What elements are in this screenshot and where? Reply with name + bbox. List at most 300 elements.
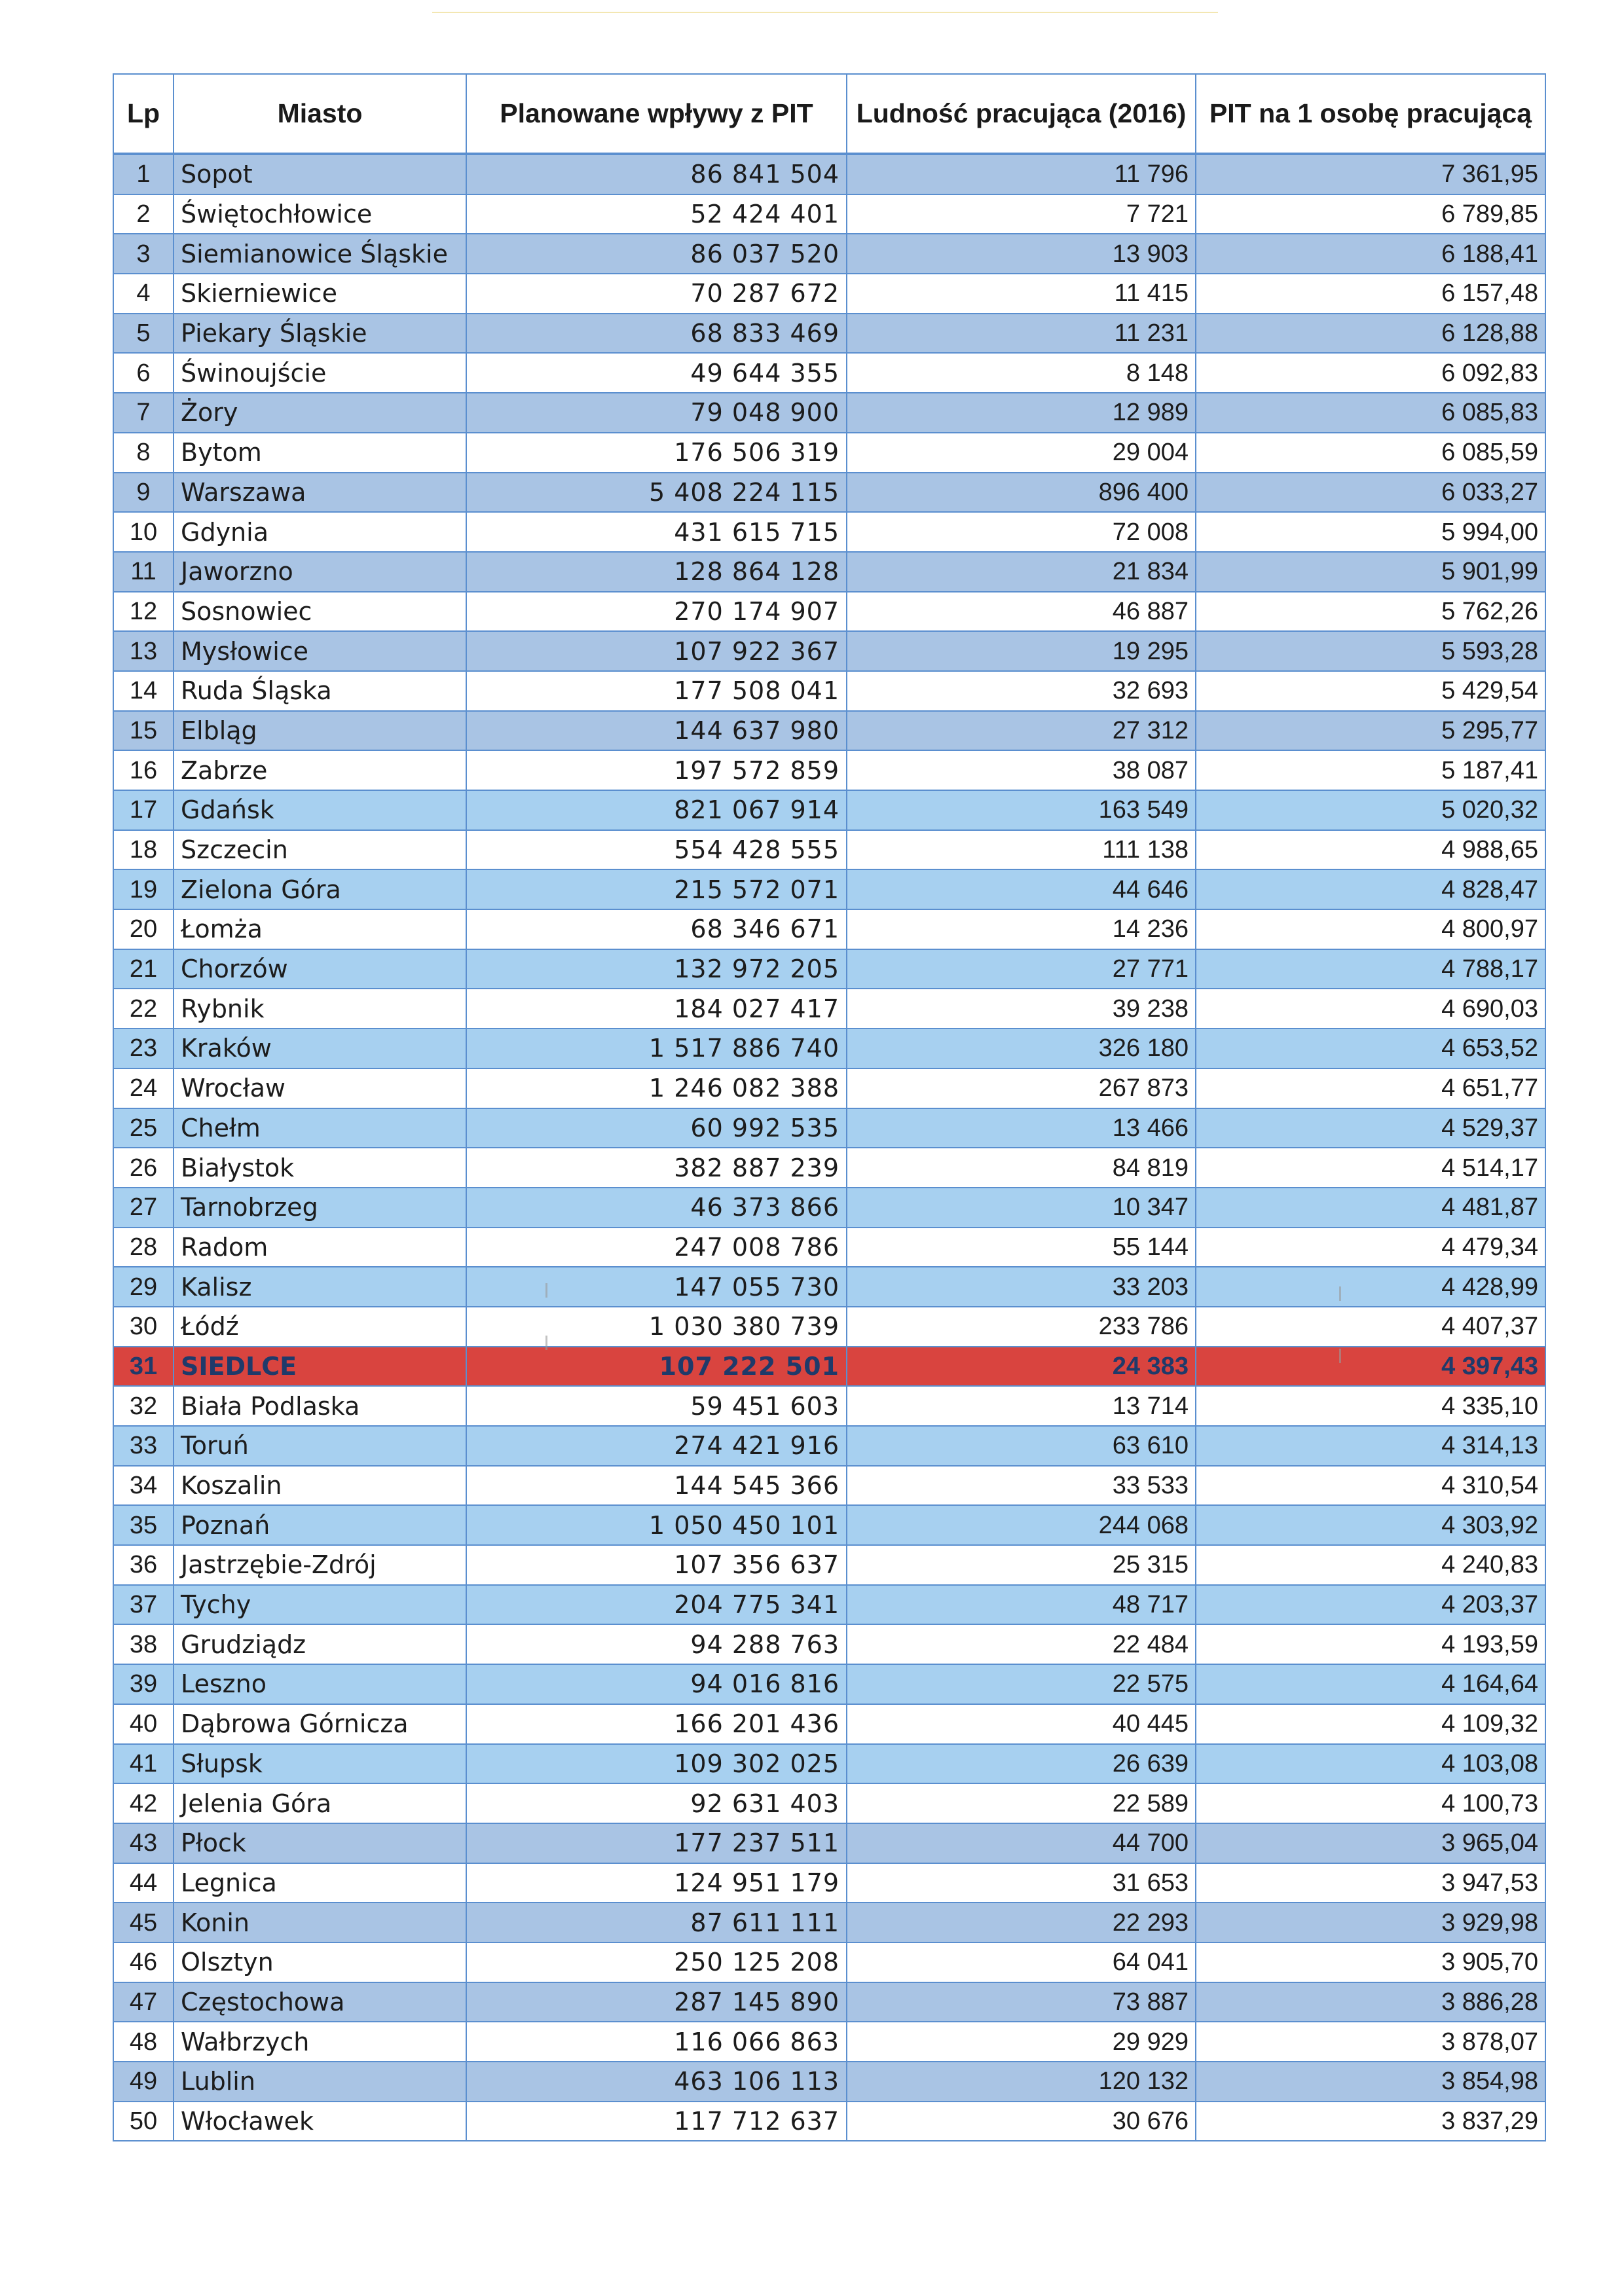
cell-pit-per-worker: 5 762,26	[1196, 592, 1545, 632]
cell-planned-pit: 215 572 071	[466, 869, 847, 909]
table-row	[113, 1982, 1545, 2022]
cell-working-population: 11 415	[847, 274, 1196, 314]
table-row	[113, 1545, 1545, 1585]
scan-speck	[545, 1336, 547, 1350]
cell-city: Olsztyn	[174, 1942, 466, 1982]
table-row	[113, 750, 1545, 790]
cell-pit-per-worker: 5 295,77	[1196, 711, 1545, 751]
cell-city: Grudziądz	[174, 1624, 466, 1664]
cell-working-population: 44 700	[847, 1823, 1196, 1863]
cell-working-population: 73 887	[847, 1982, 1196, 2022]
cell-pit-per-worker: 4 514,17	[1196, 1148, 1545, 1188]
table-row	[113, 1466, 1545, 1506]
cell-lp: 5	[113, 314, 174, 354]
cell-planned-pit: 177 508 041	[466, 671, 847, 711]
cell-working-population: 896 400	[847, 473, 1196, 513]
cell-lp: 30	[113, 1307, 174, 1347]
cell-lp: 26	[113, 1148, 174, 1188]
cell-working-population: 120 132	[847, 2062, 1196, 2102]
cell-lp: 34	[113, 1466, 174, 1506]
cell-planned-pit: 1 517 886 740	[466, 1029, 847, 1068]
cell-city: Jastrzębie-Zdrój	[174, 1545, 466, 1585]
cell-working-population: 11 796	[847, 154, 1196, 194]
cell-city: Szczecin	[174, 830, 466, 870]
cell-planned-pit: 60 992 535	[466, 1108, 847, 1148]
cell-planned-pit: 79 048 900	[466, 393, 847, 433]
table-row-highlighted	[113, 1347, 1545, 1387]
cell-lp: 15	[113, 711, 174, 751]
cell-city: Zielona Góra	[174, 869, 466, 909]
cell-working-population: 267 873	[847, 1068, 1196, 1108]
cell-pit-per-worker: 5 020,32	[1196, 790, 1545, 830]
cell-pit-per-worker: 3 837,29	[1196, 2102, 1545, 2141]
table-row	[113, 274, 1545, 314]
cell-working-population: 13 903	[847, 234, 1196, 274]
table-row	[113, 1942, 1545, 1982]
cell-planned-pit: 70 287 672	[466, 274, 847, 314]
cell-planned-pit: 166 201 436	[466, 1704, 847, 1744]
cell-lp: 46	[113, 1942, 174, 1982]
cell-city: Jaworzno	[174, 552, 466, 592]
cell-city: Warszawa	[174, 473, 466, 513]
cell-planned-pit: 247 008 786	[466, 1228, 847, 1267]
cell-lp: 7	[113, 393, 174, 433]
cell-planned-pit: 52 424 401	[466, 194, 847, 234]
cell-working-population: 21 834	[847, 552, 1196, 592]
cell-city: Włocławek	[174, 2102, 466, 2141]
table-row	[113, 393, 1545, 433]
table-row	[113, 1148, 1545, 1188]
cell-pit-per-worker: 4 314,13	[1196, 1426, 1545, 1466]
cell-planned-pit: 107 222 501	[466, 1347, 847, 1387]
cell-lp: 49	[113, 2062, 174, 2102]
cell-pit-per-worker: 6 085,59	[1196, 433, 1545, 473]
table-row	[113, 989, 1545, 1029]
cell-pit-per-worker: 4 529,37	[1196, 1108, 1545, 1148]
cell-city: Bytom	[174, 433, 466, 473]
scan-speck	[1339, 1349, 1341, 1363]
cell-pit-per-worker: 4 651,77	[1196, 1068, 1545, 1108]
cell-working-population: 84 819	[847, 1148, 1196, 1188]
cell-pit-per-worker: 3 965,04	[1196, 1823, 1545, 1863]
cell-working-population: 22 589	[847, 1783, 1196, 1823]
cell-city: SIEDLCE	[174, 1347, 466, 1387]
cell-pit-per-worker: 6 033,27	[1196, 473, 1545, 513]
cell-city: Płock	[174, 1823, 466, 1863]
cell-planned-pit: 144 637 980	[466, 711, 847, 751]
cell-lp: 3	[113, 234, 174, 274]
cell-lp: 42	[113, 1783, 174, 1823]
cell-working-population: 31 653	[847, 1863, 1196, 1903]
cell-working-population: 48 717	[847, 1585, 1196, 1625]
cell-lp: 8	[113, 433, 174, 473]
scan-edge-line	[432, 12, 1218, 13]
cell-working-population: 46 887	[847, 592, 1196, 632]
cell-city: Jelenia Góra	[174, 1783, 466, 1823]
table-row	[113, 552, 1545, 592]
cell-planned-pit: 94 288 763	[466, 1624, 847, 1664]
cell-pit-per-worker: 6 789,85	[1196, 194, 1545, 234]
table-row	[113, 1903, 1545, 1942]
cell-city: Ruda Śląska	[174, 671, 466, 711]
cell-planned-pit: 132 972 205	[466, 949, 847, 989]
cell-city: Łomża	[174, 909, 466, 949]
cell-working-population: 33 533	[847, 1466, 1196, 1506]
cell-planned-pit: 177 237 511	[466, 1823, 847, 1863]
table-row	[113, 830, 1545, 870]
cell-pit-per-worker: 3 854,98	[1196, 2062, 1545, 2102]
cell-working-population: 44 646	[847, 869, 1196, 909]
cell-lp: 31	[113, 1347, 174, 1387]
cell-planned-pit: 46 373 866	[466, 1188, 847, 1228]
cell-city: Siemianowice Śląskie	[174, 234, 466, 274]
cell-pit-per-worker: 6 188,41	[1196, 234, 1545, 274]
table-row	[113, 1426, 1545, 1466]
cell-lp: 36	[113, 1545, 174, 1585]
cell-planned-pit: 86 037 520	[466, 234, 847, 274]
cell-pit-per-worker: 4 303,92	[1196, 1505, 1545, 1545]
table-row	[113, 592, 1545, 632]
cell-working-population: 163 549	[847, 790, 1196, 830]
cell-pit-per-worker: 4 109,32	[1196, 1704, 1545, 1744]
cell-city: Świętochłowice	[174, 194, 466, 234]
cell-pit-per-worker: 4 481,87	[1196, 1188, 1545, 1228]
cell-pit-per-worker: 5 187,41	[1196, 750, 1545, 790]
cell-pit-per-worker: 4 103,08	[1196, 1744, 1545, 1784]
cell-planned-pit: 87 611 111	[466, 1903, 847, 1942]
cell-working-population: 29 004	[847, 433, 1196, 473]
cell-working-population: 27 312	[847, 711, 1196, 751]
table-row	[113, 154, 1545, 194]
table-row	[113, 1029, 1545, 1068]
cell-lp: 37	[113, 1585, 174, 1625]
table-row	[113, 1188, 1545, 1228]
cell-city: Biała Podlaska	[174, 1386, 466, 1426]
cell-lp: 9	[113, 473, 174, 513]
header-planned-pit: Planowane wpływy z PIT	[466, 74, 847, 154]
cell-lp: 43	[113, 1823, 174, 1863]
cell-city: Piekary Śląskie	[174, 314, 466, 354]
cell-city: Łódź	[174, 1307, 466, 1347]
cell-working-population: 11 231	[847, 314, 1196, 354]
cell-lp: 24	[113, 1068, 174, 1108]
cell-planned-pit: 59 451 603	[466, 1386, 847, 1426]
cell-lp: 16	[113, 750, 174, 790]
table-row	[113, 711, 1545, 751]
cell-working-population: 14 236	[847, 909, 1196, 949]
cell-pit-per-worker: 4 100,73	[1196, 1783, 1545, 1823]
cell-lp: 25	[113, 1108, 174, 1148]
header-working-population: Ludność pracująca (2016)	[847, 74, 1196, 154]
cell-lp: 12	[113, 592, 174, 632]
cell-planned-pit: 176 506 319	[466, 433, 847, 473]
table-row	[113, 1783, 1545, 1823]
cell-working-population: 29 929	[847, 2022, 1196, 2062]
cell-working-population: 233 786	[847, 1307, 1196, 1347]
cell-city: Częstochowa	[174, 1982, 466, 2022]
cell-planned-pit: 124 951 179	[466, 1863, 847, 1903]
cell-planned-pit: 554 428 555	[466, 830, 847, 870]
cell-lp: 32	[113, 1386, 174, 1426]
cell-lp: 6	[113, 353, 174, 393]
scan-speck	[545, 1283, 547, 1298]
cell-pit-per-worker: 6 092,83	[1196, 353, 1545, 393]
cell-working-population: 32 693	[847, 671, 1196, 711]
cell-working-population: 24 383	[847, 1347, 1196, 1387]
table-row	[113, 234, 1545, 274]
cell-city: Koszalin	[174, 1466, 466, 1506]
cell-planned-pit: 821 067 914	[466, 790, 847, 830]
table-row	[113, 1823, 1545, 1863]
cell-working-population: 38 087	[847, 750, 1196, 790]
table-row	[113, 949, 1545, 989]
cell-lp: 41	[113, 1744, 174, 1784]
table-row	[113, 1505, 1545, 1545]
cell-lp: 2	[113, 194, 174, 234]
table-row	[113, 1704, 1545, 1744]
cell-lp: 13	[113, 631, 174, 671]
cell-planned-pit: 1 030 380 739	[466, 1307, 847, 1347]
cell-working-population: 22 484	[847, 1624, 1196, 1664]
cell-city: Słupsk	[174, 1744, 466, 1784]
table-row	[113, 1585, 1545, 1625]
cell-city: Wrocław	[174, 1068, 466, 1108]
cell-pit-per-worker: 5 429,54	[1196, 671, 1545, 711]
header-lp: Lp	[113, 74, 174, 154]
cell-city: Toruń	[174, 1426, 466, 1466]
cell-planned-pit: 463 106 113	[466, 2062, 847, 2102]
table-row	[113, 1108, 1545, 1148]
table-row	[113, 1228, 1545, 1267]
cell-city: Kraków	[174, 1029, 466, 1068]
cell-working-population: 30 676	[847, 2102, 1196, 2141]
cell-city: Wałbrzych	[174, 2022, 466, 2062]
cell-working-population: 244 068	[847, 1505, 1196, 1545]
cell-pit-per-worker: 6 157,48	[1196, 274, 1545, 314]
table-row	[113, 512, 1545, 552]
cell-pit-per-worker: 4 653,52	[1196, 1029, 1545, 1068]
cell-planned-pit: 117 712 637	[466, 2102, 847, 2141]
cell-lp: 47	[113, 1982, 174, 2022]
cell-lp: 45	[113, 1903, 174, 1942]
cell-city: Dąbrowa Górnicza	[174, 1704, 466, 1744]
cell-lp: 20	[113, 909, 174, 949]
cell-lp: 14	[113, 671, 174, 711]
cell-planned-pit: 270 174 907	[466, 592, 847, 632]
cell-pit-per-worker: 3 886,28	[1196, 1982, 1545, 2022]
table-row	[113, 1744, 1545, 1784]
cell-planned-pit: 431 615 715	[466, 512, 847, 552]
cell-lp: 17	[113, 790, 174, 830]
table-row	[113, 909, 1545, 949]
cell-planned-pit: 94 016 816	[466, 1664, 847, 1704]
cell-city: Gdańsk	[174, 790, 466, 830]
cell-planned-pit: 86 841 504	[466, 154, 847, 194]
cell-planned-pit: 109 302 025	[466, 1744, 847, 1784]
cell-city: Żory	[174, 393, 466, 433]
cell-pit-per-worker: 4 788,17	[1196, 949, 1545, 989]
cell-planned-pit: 68 833 469	[466, 314, 847, 354]
cell-city: Lublin	[174, 2062, 466, 2102]
cell-city: Tychy	[174, 1585, 466, 1625]
table-row	[113, 631, 1545, 671]
cell-working-population: 10 347	[847, 1188, 1196, 1228]
cell-lp: 35	[113, 1505, 174, 1545]
cell-city: Mysłowice	[174, 631, 466, 671]
cell-pit-per-worker: 5 901,99	[1196, 552, 1545, 592]
table-row	[113, 473, 1545, 513]
cell-working-population: 22 293	[847, 1903, 1196, 1942]
cell-city: Świnoujście	[174, 353, 466, 393]
cell-lp: 33	[113, 1426, 174, 1466]
cell-planned-pit: 92 631 403	[466, 1783, 847, 1823]
cell-lp: 4	[113, 274, 174, 314]
cell-working-population: 19 295	[847, 631, 1196, 671]
cell-city: Skierniewice	[174, 274, 466, 314]
cell-pit-per-worker: 4 690,03	[1196, 989, 1545, 1029]
table-row	[113, 194, 1545, 234]
table-row	[113, 1664, 1545, 1704]
cell-city: Zabrze	[174, 750, 466, 790]
cell-city: Legnica	[174, 1863, 466, 1903]
cell-planned-pit: 147 055 730	[466, 1267, 847, 1307]
cell-planned-pit: 382 887 239	[466, 1148, 847, 1188]
cell-pit-per-worker: 7 361,95	[1196, 154, 1545, 194]
cell-lp: 29	[113, 1267, 174, 1307]
cell-lp: 27	[113, 1188, 174, 1228]
cell-working-population: 55 144	[847, 1228, 1196, 1267]
cell-lp: 19	[113, 869, 174, 909]
cell-planned-pit: 197 572 859	[466, 750, 847, 790]
cell-working-population: 39 238	[847, 989, 1196, 1029]
table-row	[113, 1863, 1545, 1903]
cell-working-population: 13 714	[847, 1386, 1196, 1426]
cell-lp: 22	[113, 989, 174, 1029]
cell-city: Kalisz	[174, 1267, 466, 1307]
cell-working-population: 326 180	[847, 1029, 1196, 1068]
cell-pit-per-worker: 4 828,47	[1196, 869, 1545, 909]
cell-planned-pit: 1 246 082 388	[466, 1068, 847, 1108]
table-row	[113, 790, 1545, 830]
cell-city: Sosnowiec	[174, 592, 466, 632]
cell-working-population: 27 771	[847, 949, 1196, 989]
cell-city: Elbląg	[174, 711, 466, 751]
cell-working-population: 13 466	[847, 1108, 1196, 1148]
cell-planned-pit: 49 644 355	[466, 353, 847, 393]
cell-working-population: 22 575	[847, 1664, 1196, 1704]
header-city: Miasto	[174, 74, 466, 154]
cell-planned-pit: 144 545 366	[466, 1466, 847, 1506]
cell-lp: 44	[113, 1863, 174, 1903]
cell-planned-pit: 107 922 367	[466, 631, 847, 671]
cell-pit-per-worker: 4 164,64	[1196, 1664, 1545, 1704]
cell-city: Chełm	[174, 1108, 466, 1148]
cell-city: Tarnobrzeg	[174, 1188, 466, 1228]
cell-lp: 38	[113, 1624, 174, 1664]
cell-planned-pit: 128 864 128	[466, 552, 847, 592]
table-body	[113, 154, 1545, 2141]
cell-working-population: 26 639	[847, 1744, 1196, 1784]
cell-planned-pit: 184 027 417	[466, 989, 847, 1029]
cell-planned-pit: 68 346 671	[466, 909, 847, 949]
cell-planned-pit: 204 775 341	[466, 1585, 847, 1625]
cell-working-population: 8 148	[847, 353, 1196, 393]
cell-planned-pit: 287 145 890	[466, 1982, 847, 2022]
pit-ranking-table	[113, 73, 1546, 2141]
table-row	[113, 1307, 1545, 1347]
cell-city: Poznań	[174, 1505, 466, 1545]
cell-city: Sopot	[174, 154, 466, 194]
cell-pit-per-worker: 4 800,97	[1196, 909, 1545, 949]
header-pit-per-worker: PIT na 1 osobę pracującą	[1196, 74, 1545, 154]
cell-pit-per-worker: 4 335,10	[1196, 1386, 1545, 1426]
cell-lp: 11	[113, 552, 174, 592]
cell-pit-per-worker: 3 929,98	[1196, 1903, 1545, 1942]
cell-pit-per-worker: 4 988,65	[1196, 830, 1545, 870]
cell-working-population: 111 138	[847, 830, 1196, 870]
cell-pit-per-worker: 4 397,43	[1196, 1347, 1545, 1387]
cell-pit-per-worker: 3 878,07	[1196, 2022, 1545, 2062]
cell-working-population: 72 008	[847, 512, 1196, 552]
cell-pit-per-worker: 4 193,59	[1196, 1624, 1545, 1664]
cell-lp: 48	[113, 2022, 174, 2062]
cell-city: Radom	[174, 1228, 466, 1267]
cell-pit-per-worker: 4 479,34	[1196, 1228, 1545, 1267]
cell-lp: 28	[113, 1228, 174, 1267]
cell-lp: 10	[113, 512, 174, 552]
cell-planned-pit: 250 125 208	[466, 1942, 847, 1982]
cell-working-population: 12 989	[847, 393, 1196, 433]
cell-pit-per-worker: 4 407,37	[1196, 1307, 1545, 1347]
cell-lp: 1	[113, 154, 174, 194]
cell-lp: 21	[113, 949, 174, 989]
cell-pit-per-worker: 5 593,28	[1196, 631, 1545, 671]
cell-lp: 39	[113, 1664, 174, 1704]
table-row	[113, 2062, 1545, 2102]
cell-pit-per-worker: 6 085,83	[1196, 393, 1545, 433]
table-row	[113, 1068, 1545, 1108]
table-row	[113, 869, 1545, 909]
cell-working-population: 7 721	[847, 194, 1196, 234]
table-header-row	[113, 74, 1545, 154]
cell-city: Gdynia	[174, 512, 466, 552]
cell-city: Chorzów	[174, 949, 466, 989]
cell-lp: 18	[113, 830, 174, 870]
cell-pit-per-worker: 4 240,83	[1196, 1545, 1545, 1585]
cell-working-population: 33 203	[847, 1267, 1196, 1307]
table-row	[113, 433, 1545, 473]
cell-planned-pit: 274 421 916	[466, 1426, 847, 1466]
table-row	[113, 1386, 1545, 1426]
cell-planned-pit: 1 050 450 101	[466, 1505, 847, 1545]
cell-city: Konin	[174, 1903, 466, 1942]
table-row	[113, 353, 1545, 393]
cell-pit-per-worker: 4 203,37	[1196, 1585, 1545, 1625]
cell-city: Leszno	[174, 1664, 466, 1704]
cell-lp: 50	[113, 2102, 174, 2141]
cell-pit-per-worker: 3 947,53	[1196, 1863, 1545, 1903]
cell-lp: 23	[113, 1029, 174, 1068]
cell-city: Rybnik	[174, 989, 466, 1029]
cell-working-population: 64 041	[847, 1942, 1196, 1982]
cell-pit-per-worker: 6 128,88	[1196, 314, 1545, 354]
cell-lp: 40	[113, 1704, 174, 1744]
cell-working-population: 25 315	[847, 1545, 1196, 1585]
cell-pit-per-worker: 5 994,00	[1196, 512, 1545, 552]
cell-working-population: 40 445	[847, 1704, 1196, 1744]
cell-city: Białystok	[174, 1148, 466, 1188]
table-row	[113, 2102, 1545, 2141]
